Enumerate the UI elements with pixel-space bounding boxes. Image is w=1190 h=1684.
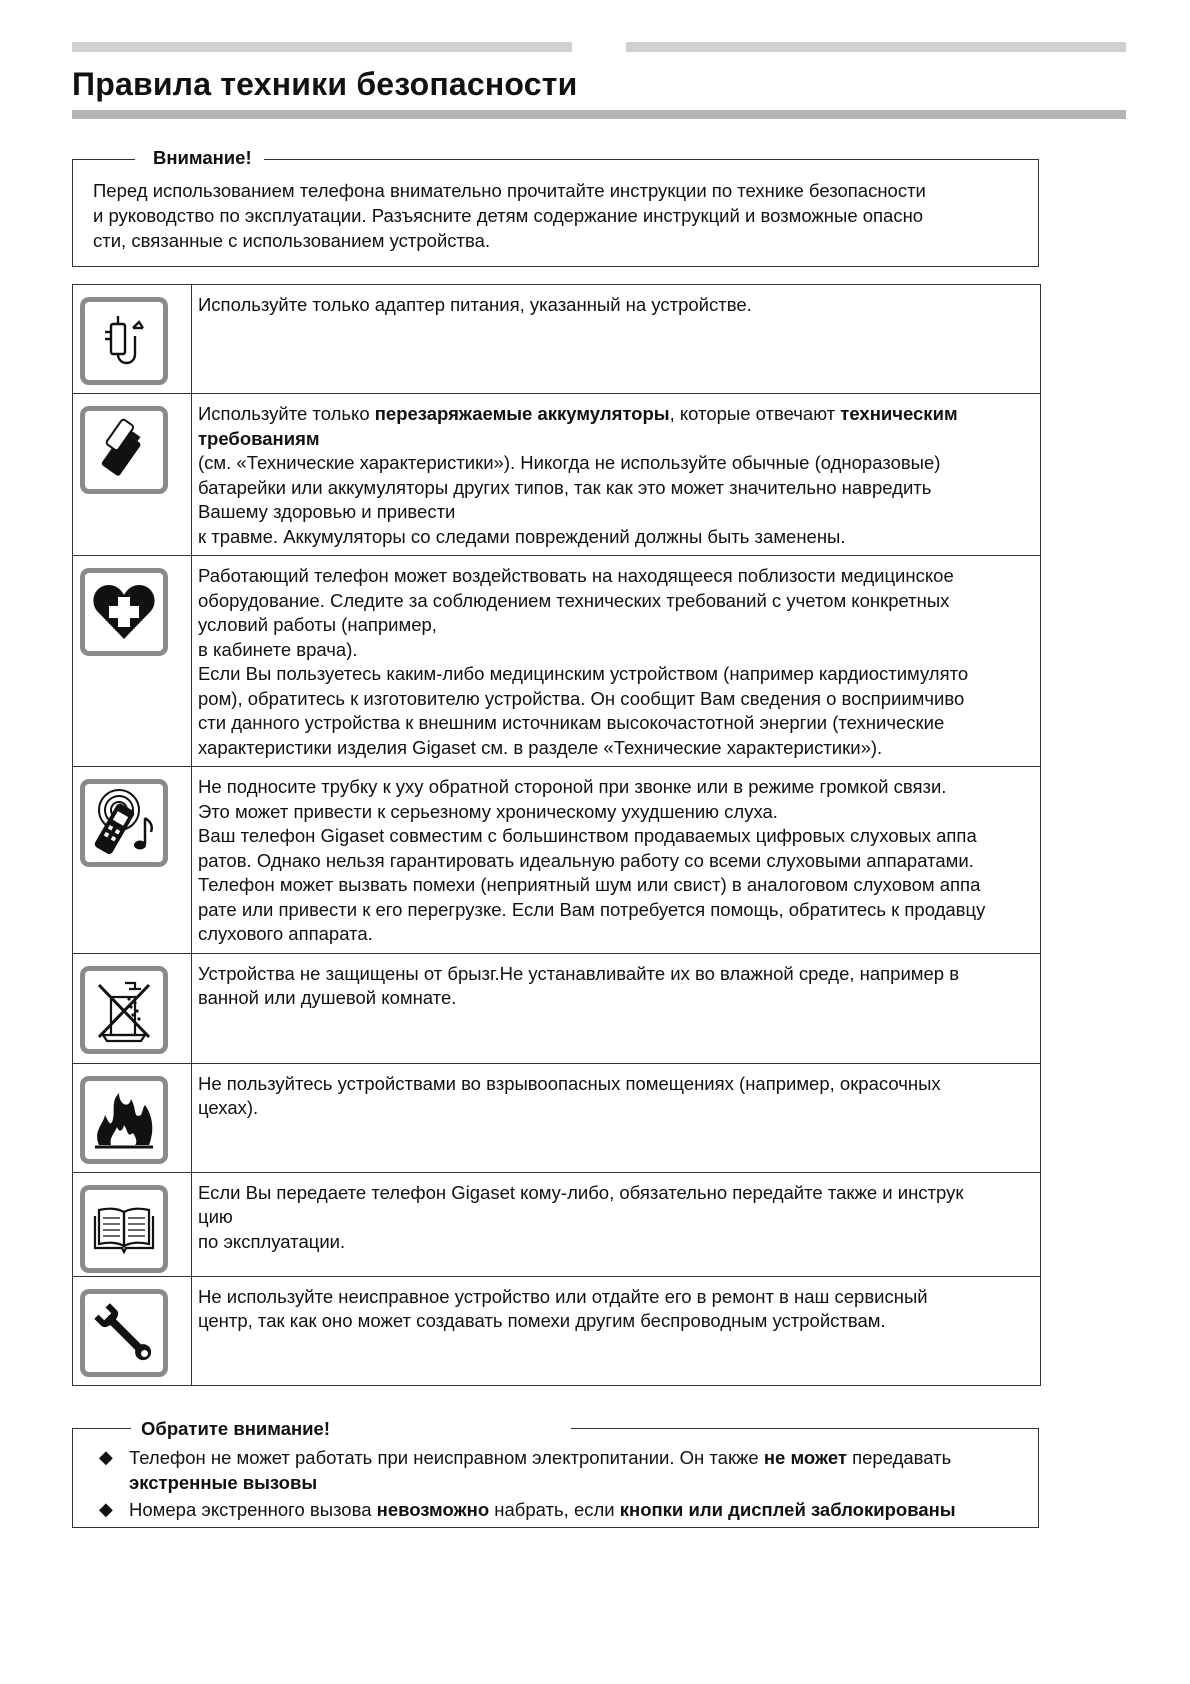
rule-text-line: оборудование. Следите за соблюдением технических требований с учетом конкретных (198, 589, 950, 611)
note-text-bold: невозможно (376, 1499, 490, 1520)
rule-text-bold: техническим (840, 403, 958, 424)
rule-text-line: центр, так как оно может создавать помехи другим беспроводным устройствам. (198, 1310, 886, 1331)
rule-row-hearing (73, 767, 1041, 954)
rule-text-line: Если Вы передаете телефон Gigaset кому-либо, обязательно передайте также и инструк (198, 1181, 964, 1203)
rule-row-manual (73, 1172, 1041, 1276)
rule-text-line: ратов. Однако нельзя гарантировать идеальную работу со всеми слуховыми аппаратами. (198, 849, 974, 871)
explosion-fire-icon (80, 1076, 168, 1164)
diamond-bullet-icon: ◆ (99, 1447, 113, 1467)
attention-heading: Внимание! (135, 144, 264, 172)
rule-text-line: цию (198, 1206, 233, 1227)
rule-text-line: по эксплуатации. (198, 1230, 346, 1252)
medical-heart-icon (80, 568, 168, 656)
rule-text-line: сти данного устройства к внешним источникам высокочастотной энергии (технические (198, 712, 945, 733)
attention-text (73, 160, 1038, 265)
note-text-bold: кнопки или дисплей заблокированы (619, 1499, 956, 1520)
diamond-bullet-icon: ◆ (99, 1499, 113, 1519)
note-text-bold: не может (763, 1447, 847, 1468)
manual-book-icon (80, 1185, 168, 1273)
note-heading: Обратите внимание! (131, 1415, 571, 1443)
attention-line: и руководство по эксплуатации. Разъясните детям содержание инструкций и возможные опасно (93, 205, 924, 226)
rule-text-line: батарейки или аккумуляторы других типов, так как это может значительно навредить (198, 476, 932, 498)
rule-text-line: ванной или душевой комнате. (198, 987, 457, 1008)
wrench-icon (80, 1289, 168, 1377)
header-bar-right (626, 42, 1126, 52)
no-water-icon (80, 966, 168, 1054)
rule-text-line: Если Вы пользуетесь каким-либо медицинским устройством (например кардиостимулято (198, 663, 969, 684)
list-item (99, 1497, 1024, 1522)
rule-text-line: характеристики изделия Gigaset см. в разделе «Технические характеристики»). (198, 736, 883, 758)
rule-text-line: слухового аппарата. (198, 923, 373, 944)
rule-text-line: условий работы (например, (198, 614, 437, 635)
rule-text-line: в кабинете врача). (198, 638, 358, 660)
rule-text-line: к травме. Аккумуляторы со следами повреждений должны быть заменены. (198, 525, 846, 547)
rule-row-water (73, 953, 1041, 1063)
note-text: передавать (846, 1447, 952, 1468)
note-text-bold: экстренные вызовы (129, 1472, 318, 1493)
rule-text-line: ром), обратитесь к изготовителю устройства. Он сообщит Вам сведения о восприимчиво (198, 687, 965, 709)
rule-text-line: Это может привести к серьезному хроническому ухудшению слуха. (198, 800, 778, 822)
note-text: Номера экстренного вызова (129, 1499, 377, 1520)
rule-text-line: Вашему здоровью и привести (198, 501, 456, 522)
rule-text-line: Телефон может вызвать помехи (неприятный шум или свист) в аналоговом слуховом аппа (198, 874, 981, 895)
rule-text-line: Используйте только адаптер питания, указанный на устройстве. (198, 294, 752, 315)
power-adapter-icon (80, 297, 168, 385)
rule-text-line: Устройства не защищены от брызг.Не устанавливайте их во влажной среде, например в (198, 962, 960, 984)
rule-row-explosive (73, 1063, 1041, 1172)
rule-row-repair (73, 1276, 1041, 1385)
rule-text-bold: требованиям (198, 427, 320, 449)
note-box (72, 1418, 1039, 1528)
rule-text-line: Ваш телефон Gigaset совместим с большинством продаваемых цифровых слуховых аппа (198, 825, 977, 846)
note-text: набрать, если (489, 1499, 620, 1520)
rule-text-line: Не подносите трубку к уху обратной стороной при звонке или в режиме громкой связи. (198, 776, 947, 797)
list-item (99, 1445, 1024, 1495)
title-underline (72, 110, 1126, 119)
attention-line: Перед использованием телефона внимательно прочитайте инструкции по технике безопасности (93, 180, 926, 201)
rule-row-batteries (73, 394, 1041, 556)
rule-text-line: Не пользуйтесь устройствами во взрывоопасных помещениях (например, окрасочных (198, 1072, 941, 1094)
rule-row-power-adapter (73, 285, 1041, 394)
attention-line: сти, связанные с использованием устройства. (93, 230, 491, 251)
battery-icon (80, 406, 168, 494)
attention-box (72, 147, 1039, 267)
rule-text: Используйте только (198, 403, 375, 424)
note-text: Телефон не может работать при неисправном электропитании. Он также (129, 1447, 764, 1468)
rule-row-medical (73, 556, 1041, 767)
page-title: Правила техники безопасности (72, 66, 578, 102)
header-bar-left (72, 42, 572, 52)
rule-text-line: Не используйте неисправное устройство или отдайте его в ремонт в наш сервисный (198, 1285, 928, 1307)
rule-text: , которые отвечают (669, 403, 841, 424)
rule-text-line: Работающий телефон может воздействовать на находящееся поблизости медицинское (198, 565, 954, 586)
rule-text-line: (см. «Технические характеристики»). Никогда не используйте обычные (одноразовые) (198, 452, 941, 473)
handset-ring-icon (80, 779, 168, 867)
rule-text-line: рате или привести к его перегрузке. Если Вам потребуется помощь, обратитесь к продавцу (198, 898, 986, 920)
safety-rules-table (72, 284, 1041, 1386)
rule-text-line: цехах). (198, 1097, 259, 1118)
rule-text-bold: перезаряжаемые аккумуляторы (374, 403, 670, 424)
